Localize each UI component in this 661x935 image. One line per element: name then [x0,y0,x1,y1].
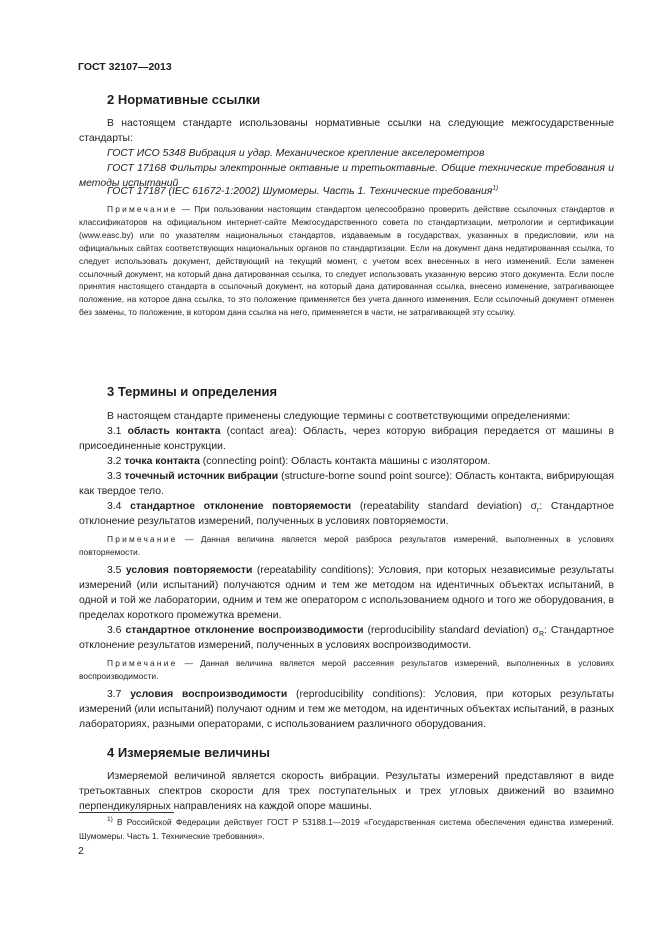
term-3-4 [79,499,614,529]
term-number: 3.7 [107,689,131,700]
term-number: 3.6 [107,625,126,636]
term-definition: (structure-borne sound point source): Область контакта, вибрирующая как твердое тело. [79,471,614,497]
term-number: 3.2 [107,456,125,467]
footnote-ref-mark: 1) [492,184,499,192]
term-name: точка контакта [124,456,200,467]
note-3-6 [79,657,614,683]
term-definition: (contact area): Область, через которую вибрация передается от машины в присоединенные конструкции. [79,426,614,452]
term-3-1 [79,424,614,454]
page-number: 2 [78,845,84,857]
note-text: — Данная величина является мерой разброса результатов измерений, выполненных в условиях повторяемости. [79,534,614,557]
section3-intro: В настоящем стандарте применены следующие термины с соответствующими определениями: [107,411,571,422]
reference-item: ГОСТ ИСО 5348 Вибрация и удар. Механическое крепление акселерометров [107,148,485,159]
footnote [79,815,614,843]
term-name: область контакта [127,426,221,437]
section-heading-normative-references: 2 Нормативные ссылки [107,92,261,107]
note-3-4 [79,533,614,559]
term-number: 3.3 [107,471,125,482]
note-section2 [79,203,614,319]
section4-text: Измеряемой величиной является скорость вибрации. Результаты измерений представляют в виде третьоктавных спектров скорости для трех поступательных и трех угловых движений во взаимно перпендикулярных направлениях на каждой опоре машины. [79,771,614,812]
term-definition-cont: : Стандартное отклонение результатов измерений, полученных в условиях воспроизводимости. [79,625,614,651]
section-heading-measured-quantities: 4 Измеряемые величины [107,745,270,760]
term-3-2 [79,454,614,469]
term-name: стандартное отклонение повторяемости [130,501,352,512]
section-heading-terms-definitions: 3 Термины и определения [107,384,278,399]
footnote-text: В Российской Федерации действует ГОСТ Р 53188.1—2019 «Государственная система обеспечения единства измерений. Шумомеры. Часть 1. Технические требования». [79,817,614,841]
note-label: Примечание [107,658,178,668]
term-definition: (repeatability standard deviation) σ [351,501,538,512]
note-label: Примечание [107,204,178,214]
term-number: 3.1 [107,426,128,437]
footnote-mark: 1) [107,816,113,824]
note-label: Примечание [107,534,178,544]
document-header: ГОСТ 32107—2013 [78,61,172,73]
term-definition-cont: : Стандартное отклонение результатов измерений, полученных в условиях повторяемости. [79,501,614,527]
note-text: — Данная величина является мерой рассеяния результатов измерений, выполненных в условиях воспроизводимости. [79,658,614,681]
term-number: 3.5 [107,565,126,576]
symbol-subscript: R [538,631,544,639]
footnote-divider [79,812,174,813]
note-text: — При пользовании настоящим стандартом целесообразно проверить действие ссылочных стандартов и классификаторов на официальном интернет-сайте Межгосударственного совета по стандартизации, метрологии и сертификации (www.easc.by) или по указателям национальных стандартов, издаваемым в государствах, указанных в предисловии, или на официальных сайтах соответствующих национальных органов по стандартизации. Если на документ дана недатированная ссылка, то следует использовать документ, действующий на текущий момент, с учетом всех внесенных в него изменений. Если заменен ссылочный документ, на который дана датированная ссылка, то следует использовать указанную версию этого документа. Если после принятия настоящего стандарта в ссылочный документ, на который дана датированная ссылка, внесено изменение, затрагивающее положение, на которое дана ссылка, то это положение применяется без учета данного изменения. Если ссылочный документ отменен без замены, то положение, в котором дана ссылка на него, применяется в части, не затрагивающей эту ссылку. [79,204,614,318]
term-3-3 [79,469,614,499]
reference-item: ГОСТ 17168 Фильтры электронные октавные и третьоктавные. Общие технические требования и методы испытаний [79,163,614,189]
term-definition: (connecting point): Область контакта машины с изолятором. [199,456,491,467]
section2-intro: В настоящем стандарте использованы нормативные ссылки на следующие межгосударственные стандарты: [79,118,614,144]
term-3-5 [79,563,614,623]
reference-text: ГОСТ 17187 (IEC 61672-1:2002) Шумомеры. Часть 1. Технические требования [107,186,493,197]
term-definition: (reproducibility standard deviation) σ [363,625,539,636]
term-name: стандартное отклонение воспроизводимости [125,625,364,636]
term-3-6 [79,623,614,653]
term-name: условия воспроизводимости [130,689,288,700]
term-name: условия повторяемости [125,565,253,576]
term-definition: (repeatability conditions): Условия, при которых независимые результаты измерений (или испытаний) получаются одним и тем же методом на идентичных объектах испытаний, в одной и той же лаборатории, одним и тем же оператором с использованием одного и того же оборудования, в пределах короткого промежутка времени. [79,565,614,621]
term-number: 3.4 [107,501,131,512]
term-3-7 [79,687,614,732]
term-name: точечный источник вибрации [124,471,279,482]
term-definition: (reproducibility conditions): Условия, при которых результаты измерений (или испытаний) получают одним и тем же методом, на идентичных объектах испытаний, в разных лабораториях, разными операторами, с использованием различного оборудования. [79,689,614,730]
symbol-subscript: r [537,507,540,515]
reference-item [79,184,614,199]
